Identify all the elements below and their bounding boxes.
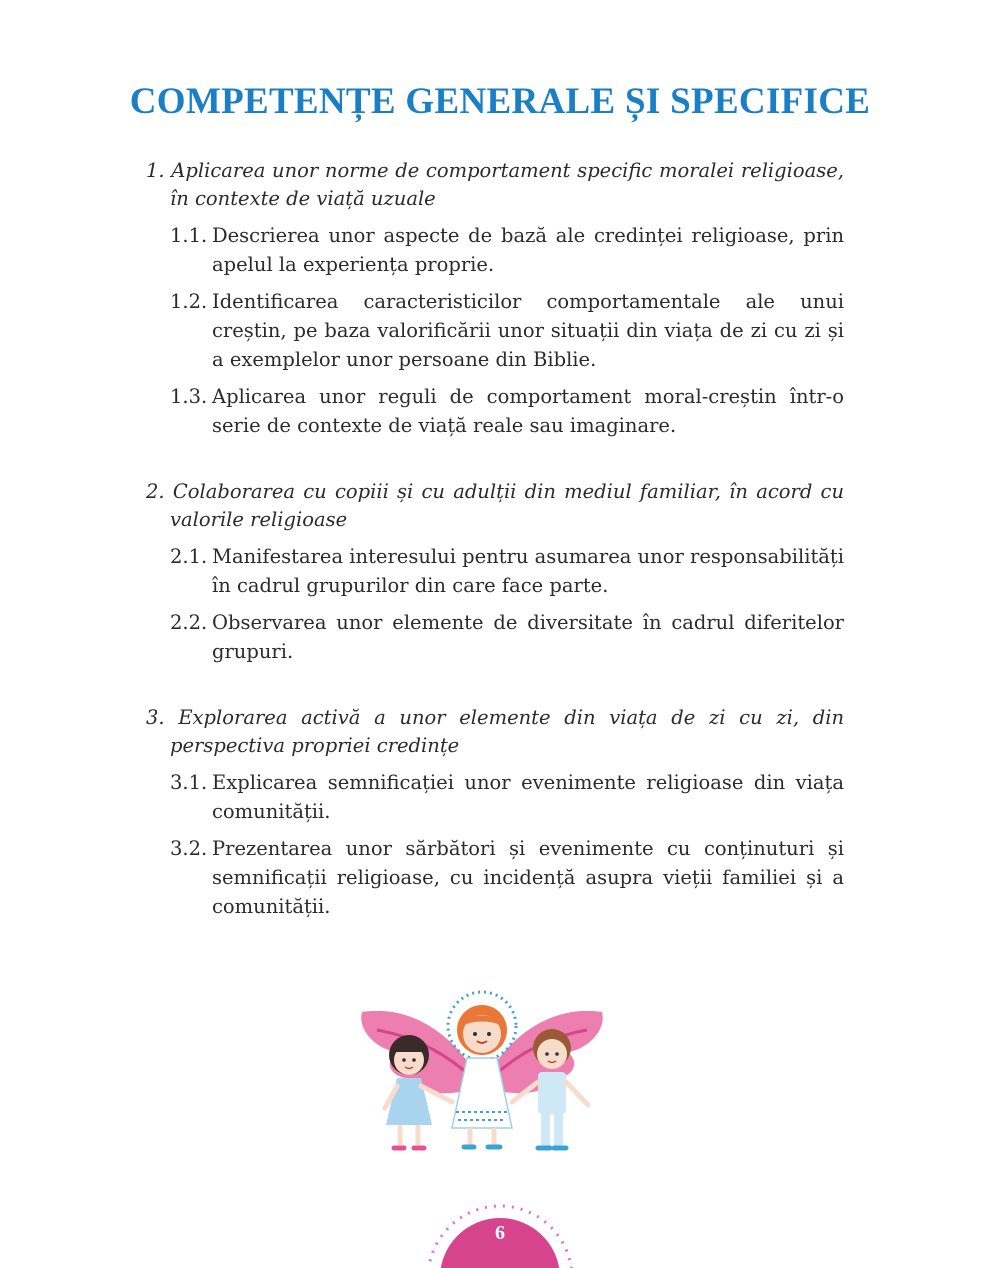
specific-competence-text: Prezentarea unor sărbători și evenimente cu conținuturi și semnificații religioase, cu incidență asupra vieții familiei și a comunității. (212, 837, 844, 918)
specific-competence-text: Aplicarea unor reguli de comportament moral-creștin într-o serie de contexte de viață reale sau imaginare. (212, 385, 844, 437)
specific-competence-number: 3.2. (170, 837, 208, 860)
specific-competence-number: 2.1. (170, 545, 208, 568)
specific-competence-text: Identificarea caracteristicilor comportamentale ale unui creștin, pe baza valorificării unor situații din viața de zi cu zi și a exemplelor unor persoane din Biblie. (212, 290, 844, 371)
general-competence (146, 704, 844, 760)
general-competence-text: Colaborarea cu copiii și cu adulții din mediul familiar, în acord cu valorile religioase (170, 480, 845, 531)
specific-competence-text: Descrierea unor aspecte de bază ale credinței religioase, prin apelul la experiența proprie. (212, 224, 844, 276)
specific-competence-number: 1.3. (170, 385, 208, 408)
specific-competence-text: Explicarea semnificației unor evenimente religioase din viața comunității. (212, 771, 844, 823)
general-competence-number: 2. (146, 480, 165, 503)
competence-section (146, 478, 844, 666)
specific-competence (170, 542, 844, 600)
angel-and-children-illustration (352, 990, 612, 1160)
competences-list (146, 157, 844, 959)
specific-competence-text: Manifestarea interesului pentru asumarea unor responsabilități în cadrul grupurilor din care face parte. (212, 545, 845, 597)
competence-section (146, 704, 844, 921)
specific-competence-number: 1.2. (170, 290, 208, 313)
general-competence-text: Explorarea activă a unor elemente din viața de zi cu zi, din perspectiva propriei credințe (170, 706, 845, 757)
specific-competence-number: 3.1. (170, 771, 208, 794)
general-competence-text: Aplicarea unor norme de comportament specific moralei religioase, în contexte de viață uzuale (170, 159, 845, 210)
general-competence (146, 157, 844, 213)
specific-competence-number: 1.1. (170, 224, 208, 247)
specific-competence (170, 221, 844, 279)
specific-competence (170, 382, 844, 440)
specific-competence-number: 2.2. (170, 611, 208, 634)
specific-competence-text: Observarea unor elemente de diversitate în cadrul diferitelor grupuri. (212, 611, 844, 663)
specific-competence (170, 608, 844, 666)
general-competence (146, 478, 844, 534)
specific-competence (170, 768, 844, 826)
competence-section (146, 157, 844, 440)
page-number: 6 (495, 1222, 505, 1244)
specific-competence (170, 834, 844, 921)
general-competence-number: 1. (146, 159, 165, 182)
page-title: COMPETENȚE GENERALE ȘI SPECIFICE (129, 81, 871, 122)
specific-competence (170, 287, 844, 374)
general-competence-number: 3. (146, 706, 165, 729)
